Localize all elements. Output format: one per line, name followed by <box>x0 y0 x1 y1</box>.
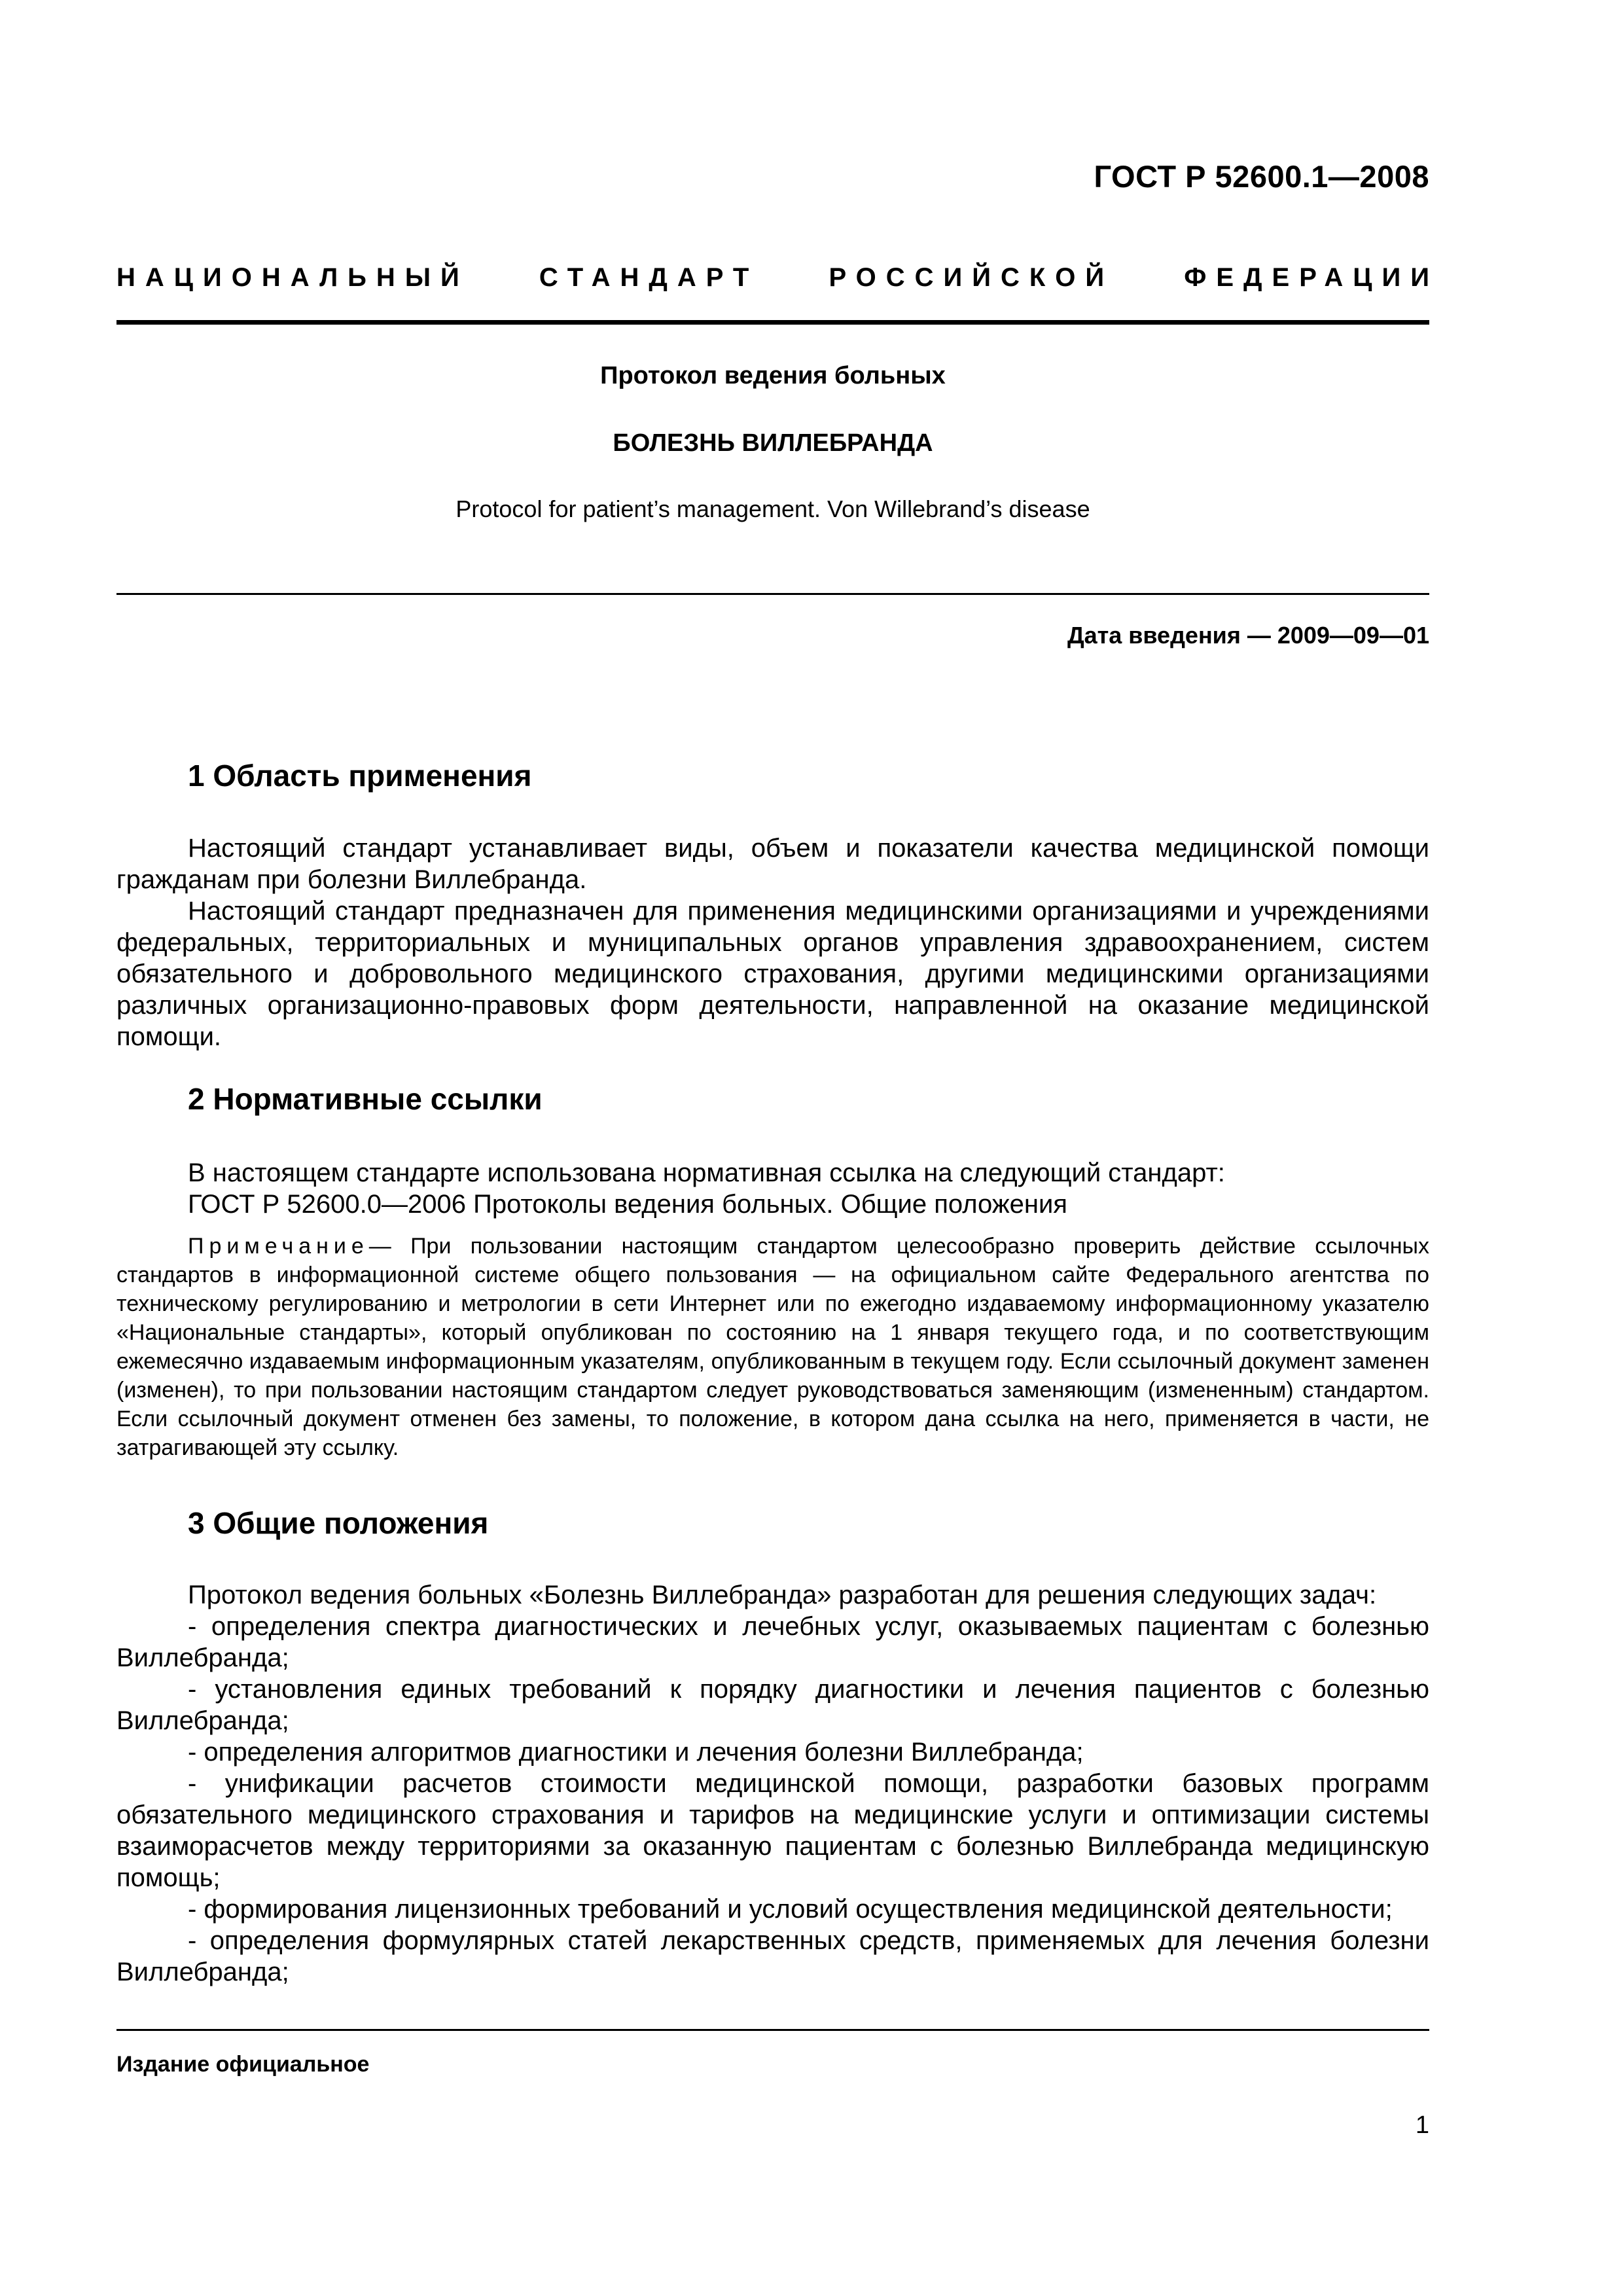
section-heading-general: 3 Общие положения <box>188 1506 489 1540</box>
national-standard-title <box>116 263 1439 293</box>
section-body-references <box>116 1157 1429 1220</box>
reference-item: ГОСТ Р 52600.0—2006 Протоколы ведения больных. Общие положения <box>188 1190 1067 1219</box>
paragraph: Настоящий стандарт устанавливает виды, объем и показатели качества медицинской помощи гражданам при болезни Виллебранда. <box>116 834 1429 894</box>
section-body-general <box>116 1579 1429 1988</box>
title-divider <box>116 593 1429 595</box>
note-label: Примечание <box>188 1234 369 1259</box>
national-title-word: СТАНДАРТ <box>539 263 759 292</box>
english-title: Protocol for patient’s management. Von Willebrand’s disease <box>455 495 1090 522</box>
document-subtitle: БОЛЕЗНЬ ВИЛЛЕБРАНДА <box>613 429 933 457</box>
references-intro: В настоящем стандарте использована нормативная ссылка на следующий стандарт: <box>188 1158 1225 1187</box>
footer-divider <box>116 2029 1429 2031</box>
section-heading-references: 2 Нормативные ссылки <box>188 1082 543 1116</box>
list-item: - установления единых требований к порядку диагностики и лечения пациентов с болезнью Виллебранда; <box>116 1675 1429 1735</box>
note-text: — При пользовании настоящим стандартом целесообразно проверить действие ссылочных стандартов в информационной системе общего пользования — на официальном сайте Федерального агентства по техническому регулированию и метрологии в сети Интернет или по ежегодно издаваемому информационному указателю «Национальные стандарты», который опубликован по состоянию на 1 января текущего года, и по соответствующим ежемесячно издаваемым информационным указателям, опубликованным в текущем году. Если ссылочный документ заменен (изменен), то при пользовании настоящим стандартом следует руководствоваться заменяющим (измененным) стандартом. Если ссылочный документ отменен без замены, то положение, в котором дана ссылка на него, применяется в части, не затрагивающей эту ссылку. <box>116 1234 1429 1460</box>
document-title: Протокол ведения больных <box>600 362 946 389</box>
document-page <box>116 0 1439 2296</box>
paragraph: Настоящий стандарт предназначен для применения медицинскими организациями и учреждениями федеральных, территориальных и муниципальных органов управления здравоохранением, систем обязательного и добровольного медицинского страхования, другими медицинскими организациями различных организационно-правовых форм деятельности, направленной на оказание медицинской помощи. <box>116 897 1429 1051</box>
list-item: - формирования лицензионных требований и условий осуществления медицинской деятельности; <box>188 1895 1393 1924</box>
section-heading-scope: 1 Область применения <box>188 759 532 793</box>
page-number: 1 <box>1415 2111 1429 2139</box>
list-item: - определения спектра диагностических и лечебных услуг, оказываемых пациентам с болезнью Виллебранда; <box>116 1612 1429 1672</box>
national-title-word: ФЕДЕРАЦИИ <box>1184 263 1439 292</box>
references-note <box>116 1232 1429 1462</box>
section-body-scope <box>116 833 1429 1052</box>
list-item: - определения алгоритмов диагностики и лечения болезни Виллебранда; <box>188 1738 1084 1767</box>
list-item: - определения формулярных статей лекарственных средств, применяемых для лечения болезни Виллебранда; <box>116 1926 1429 1986</box>
header-divider <box>116 320 1429 325</box>
paragraph: Протокол ведения больных «Болезнь Виллебранда» разработан для решения следующих задач: <box>188 1581 1377 1609</box>
official-edition-label: Издание официальное <box>116 2052 370 2077</box>
national-title-word: НАЦИОНАЛЬНЫЙ <box>116 263 469 292</box>
introduction-date: Дата введения — 2009—09—01 <box>1067 622 1429 649</box>
list-item: - унификации расчетов стоимости медицинской помощи, разработки базовых программ обязательного медицинского страхования и тарифов на медицинские услуги и оптимизации системы взаиморасчетов между территориями за оказанную пациентам с болезнью Виллебранда медицинскую помощь; <box>116 1769 1429 1892</box>
national-title-word: РОССИЙСКОЙ <box>829 263 1115 292</box>
standard-code: ГОСТ Р 52600.1—2008 <box>1094 159 1429 194</box>
